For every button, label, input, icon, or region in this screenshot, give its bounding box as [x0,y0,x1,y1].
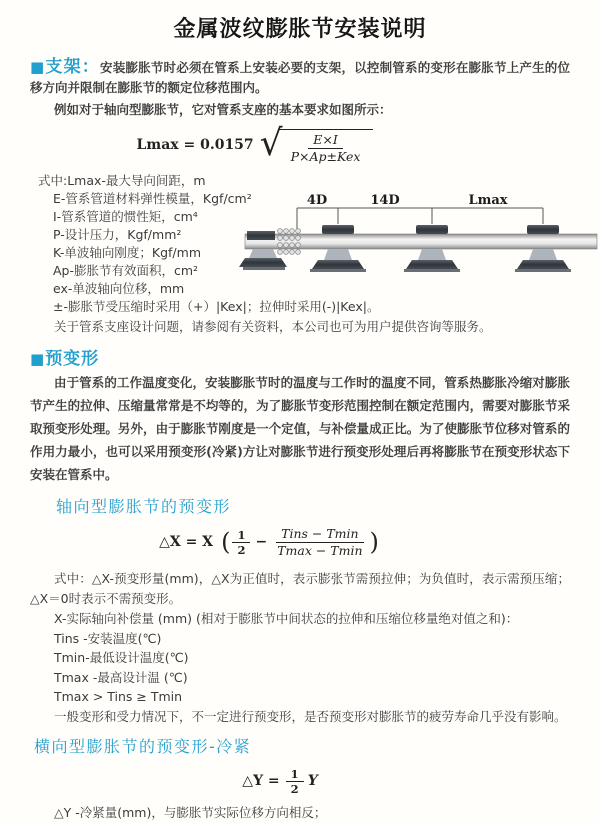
axial-line: X-实际轴向补偿量 (mm) (相对于膨胀节中间状态的拉伸和压缩位移量绝对值之和)： [54,611,519,626]
support-heading [30,57,100,77]
square-bullet-icon: ■ [30,350,46,368]
dim-label-4d: 4D [306,193,328,208]
guide-spacing-formula [30,124,480,166]
axial-line: Tmin-最低设计温度(℃) [54,650,189,665]
formula-dx-denominator: Tmax − Tmin [277,542,363,558]
axial-line: Tins -安装温度(℃) [54,630,162,646]
lateral-predeform-formula [30,765,530,797]
formula-dy-rhs: Y [307,773,318,789]
definition-item: I-管系管道的惯性矩，cm⁴ [53,209,198,224]
support-intro-paragraph [30,57,570,98]
axial-line: Tmax -最高设计温 (℃) [54,669,188,685]
half-numerator: 1 [232,529,250,543]
formula-dx-lhs: △X = X [159,534,214,550]
formula-dy-fraction [286,768,304,795]
sqrt-glyph-icon: √ [259,122,283,164]
axial-desc-paragraph: 式中：△X-预变形量(mm)，△X为正值时，表示膨张节需预拉伸；为负值时，表示需预压缩；△X＝0时表示不需预变形。 [30,571,570,606]
square-bullet-icon: ■ [30,58,46,76]
formula-dy-lhs: △Y = [242,773,280,789]
formula-dy-numerator: 1 [286,768,304,782]
left-paren: ( [221,528,231,556]
predeform-heading [30,344,570,369]
radical-sign [259,122,374,164]
dim-label-lmax: Lmax [468,193,508,208]
lateral-subheading: 横向型膨胀节的预变形-冷紧 [34,737,252,756]
half-denominator: 2 [237,542,246,557]
formula-lmax-fraction [286,133,366,164]
definition-item: 式中:Lmax-最大导向间距，m [38,173,206,188]
axial-line: Tmax > Tins ≥ Tmin [54,689,183,704]
formula-lmax-lhs: Lmax = 0.0157 [136,137,254,153]
page-title: 金属波纹膨胀节安装说明 [173,17,427,42]
definition-item: Ap-膨胀节有效面积，cm² [53,263,199,278]
definition-item: P-设计压力，Kgf/mm² [53,227,182,242]
axial-predeform-formula [30,523,510,561]
support-heading-label: 支架： [45,57,101,77]
predeform-intro-paragraph: 由于管系的工作温度变化，安装膨胀节时的温度与工作时的温度不同，管系热膨胀冷缩对膨胀节产生的拉伸、压缩量常常是不均等的，为了膨胀节变形范围控制在额定范围内，需要对膨胀节采取预变形处理。另外，由于膨胀节刚度是一个定值，与补偿量成正比。为了使膨胀节位移对管系的作用力最小，也可以采用预变形(冷紧)方让对膨胀节进行预变形处理后再将膨胀节在预变形状态下安装在管系中。 [30,375,570,482]
definition-item: ±-膨胀节受压缩时采用（+）|Kex|；拉伸时采用(-)|Kex|。 [53,299,380,314]
formula-dy-denominator: 2 [290,781,299,796]
formula-dx-fraction [272,527,367,558]
support-example-line: 例如对于轴向型膨胀节，它对管系支座的基本要求如图所示： [54,102,392,117]
definition-item: E-管系管道材料弹性模量，Kgf/cm² [53,191,252,206]
pipe-support-diagram [245,194,597,294]
formula-dx-half [232,529,250,556]
lateral-note: △Y -冷紧量(mm)，与膨胀节实际位移方向相反； [54,805,327,820]
definition-item: K-单波轴向刚度；Kgf/mm [53,245,201,260]
right-paren: ) [369,528,379,556]
minus-operator: − [255,534,268,550]
predeform-heading-label: 预变形 [45,349,100,369]
sqrt-body [278,129,374,164]
axial-line: 一般变形和受力情况下，不一定进行预变形，是否预变形对膨胀节的疲劳寿命几乎没有影响。 [54,708,567,724]
definition-item: ex-单波轴向位移，mm [53,281,185,296]
support-note: 关于管系支座设计问题，请参阅有关资料，本公司也可为用户提供咨询等服务。 [54,319,492,334]
dim-label-14d: 14D [370,193,400,208]
axial-subheading: 轴向型膨胀节的预变形 [56,497,232,516]
formula-lmax-numerator: E×I [308,133,343,149]
formula-lmax-denominator: P×Ap±Kex [290,148,361,164]
formula-dx-numerator: Tins − Tmin [276,527,363,543]
support-intro-text: 安装膨胀节时必须在管系上安装必要的支架，以控制管系的变形在膨胀节上产生的位移方向并限制在膨胀节的额定位移范围内。 [30,60,570,95]
